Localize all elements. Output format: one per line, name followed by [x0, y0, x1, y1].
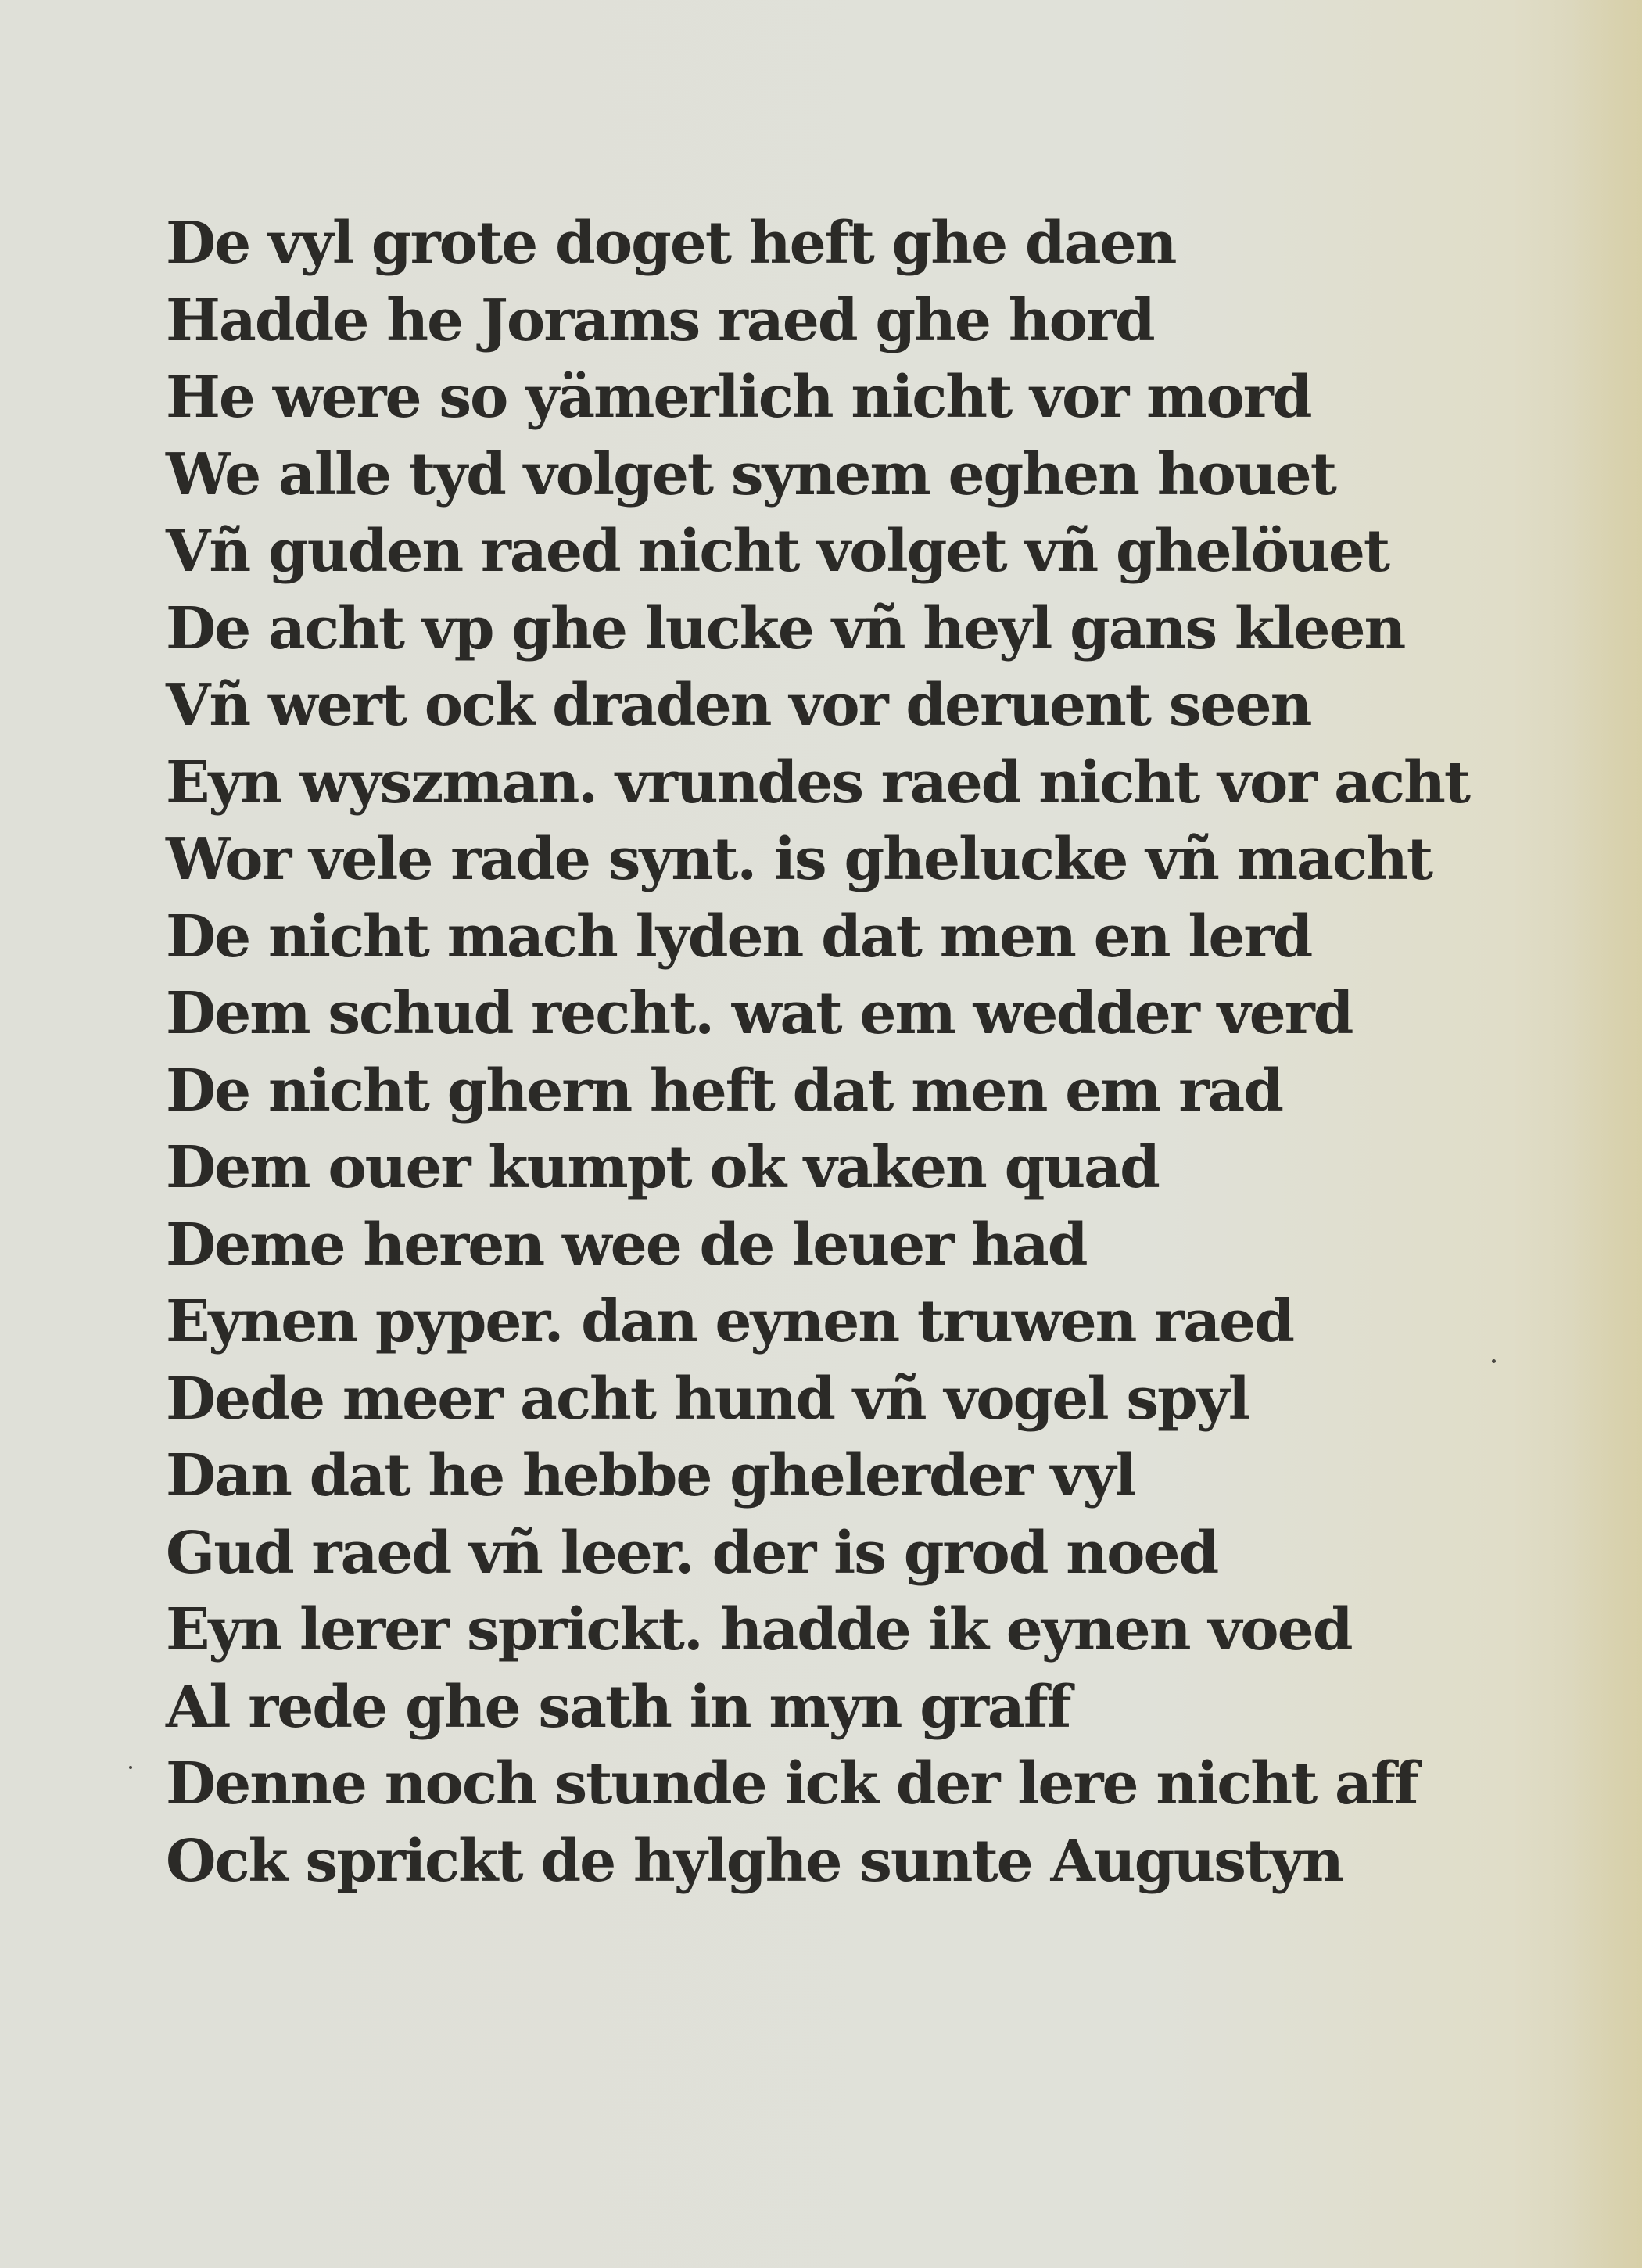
- verse-line-12: De nicht ghern heft dat men em rad: [166, 1057, 1282, 1125]
- verse-line-13: Dem ouer kumpt ok vaken quad: [166, 1134, 1159, 1201]
- verse-line-15: Eynen pyper. dan eynen truwen raed: [166, 1288, 1293, 1355]
- verse-line-2: Hadde he Jorams raed ghe hord: [166, 286, 1154, 354]
- verse-line-4: We alle tyd volget synem eghen houet: [166, 440, 1335, 508]
- verse-text-block: [166, 205, 1573, 1900]
- verse-line-14: Deme heren wee de leuer had: [166, 1211, 1087, 1279]
- verse-line-3: He were so yämerlich nicht vor mord: [166, 364, 1311, 431]
- verse-line-16: Dede meer acht hund vñ vogel spyl: [166, 1365, 1249, 1433]
- verse-line-19: Eyn lerer sprickt. hadde ik eynen voed: [166, 1596, 1352, 1663]
- verse-line-7: Vñ wert ock draden vor deruent seen: [166, 672, 1311, 739]
- verse-line-22: Ock sprickt de hylghe sunte Augustyn: [166, 1827, 1343, 1895]
- ink-speck: [1492, 1359, 1496, 1363]
- verse-line-10: De nicht mach lyden dat men en lerd: [166, 903, 1312, 971]
- verse-line-9: Wor vele rade synt. is ghelucke vñ macht: [166, 826, 1432, 893]
- verse-line-18: Gud raed vñ leer. der is grod noed: [166, 1519, 1218, 1587]
- verse-line-20: Al rede ghe sath in myn graff: [166, 1673, 1070, 1741]
- ink-speck: [129, 1766, 132, 1769]
- page-edge-shadow: [1572, 0, 1642, 2268]
- verse-line-17: Dan dat he hebbe ghelerder vyl: [166, 1442, 1135, 1509]
- verse-line-21: Denne noch stunde ick der lere nicht aff: [166, 1750, 1418, 1818]
- verse-line-1: De vyl grote doget heft ghe daen: [166, 210, 1176, 277]
- verse-line-5: Vñ guden raed nicht volget vñ ghelöuet: [166, 518, 1389, 585]
- verse-line-8: Eyn wyszman. vrundes raed nicht vor acht: [166, 748, 1470, 816]
- verse-line-11: Dem schud recht. wat em wedder verd: [166, 980, 1353, 1047]
- verse-line-6: De acht vp ghe lucke vñ heyl gans kleen: [166, 594, 1405, 662]
